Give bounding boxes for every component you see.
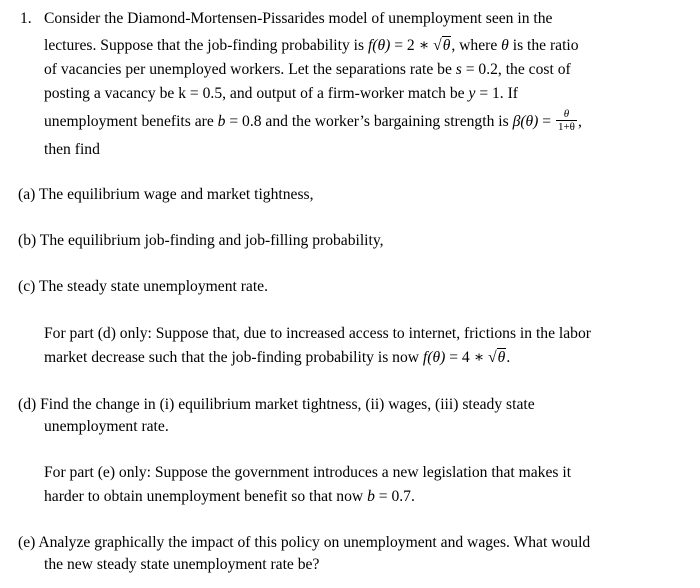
text: . (506, 349, 511, 366)
question-line-4 (44, 82, 518, 105)
part-e-line-1: (e) Analyze graphically the impact of this policy on unemployment and wages. What would (18, 534, 591, 551)
part-e-note-line-2 (44, 485, 415, 508)
text: market decrease such that the job-finding probability is now (44, 349, 423, 366)
math-s: s (455, 61, 462, 78)
math-theta: θ (442, 37, 451, 54)
text: posting a vacancy be k = 0.5, and output of a firm-worker match be (44, 85, 469, 102)
question-number: 1. (20, 10, 32, 27)
part-d-line-1: (d) Find the change in (i) equilibrium market tightness, (ii) wages, (iii) steady state (18, 396, 535, 413)
fraction-theta-over-one-plus-theta (556, 108, 577, 133)
text: = (538, 113, 555, 131)
part-b: (b) The equilibrium job-finding and job-filling probability, (18, 232, 384, 249)
part-d-note-line-1: For part (d) only: Suppose that, due to increased access to internet, frictions in the labor (44, 325, 591, 342)
math-b: b (217, 113, 226, 131)
part-c: (c) The steady state unemployment rate. (18, 278, 268, 295)
question-line-5 (44, 110, 582, 135)
text: of vacancies per unemployed workers. Let the separations rate be (44, 61, 456, 78)
part-a: (a) The equilibrium wage and market tightness, (18, 186, 314, 203)
question-line-3 (44, 58, 571, 81)
sqrt-symbol: √ (433, 37, 442, 54)
part-e-note-line-1: For part (e) only: Suppose the government introduces a new legislation that makes it (44, 464, 572, 481)
math-beta-theta: β(θ) (512, 113, 539, 131)
math-theta: θ (501, 37, 509, 54)
text: is the ratio (508, 37, 579, 54)
text: = 0.8 and the worker’s bargaining strength is (225, 113, 513, 131)
text: = 1. If (475, 85, 518, 102)
sqrt-theta (433, 34, 451, 57)
part-d-line-2: unemployment rate. (44, 418, 169, 435)
part-d-note-line-2 (44, 346, 510, 369)
text: unemployment benefits are (44, 113, 218, 131)
question-line-1: Consider the Diamond-Mortensen-Pissarides model of unemployment seen in the (44, 10, 553, 27)
text: harder to obtain unemployment benefit so that now (44, 488, 368, 505)
question-line-6: then find (44, 141, 100, 158)
fraction-numerator: θ (556, 108, 577, 121)
sqrt-theta (488, 346, 506, 369)
sqrt-symbol: √ (488, 349, 497, 366)
text: = 4 ∗ (445, 349, 489, 366)
math-f-theta: f(θ) (422, 349, 446, 366)
text: lectures. Suppose that the job-finding probability is (44, 37, 368, 54)
text: , (577, 113, 582, 131)
math-b: b (367, 488, 375, 505)
text: , where (451, 37, 502, 54)
fraction-denominator: 1+θ (557, 121, 575, 133)
math-theta: θ (497, 349, 506, 366)
text: = 0.2, the cost of (461, 61, 571, 78)
math-y: y (468, 85, 476, 102)
math-f-theta: f(θ) (367, 37, 391, 54)
text: = 0.7. (374, 488, 415, 505)
text: = 2 ∗ (390, 37, 434, 54)
question-line-2 (44, 34, 579, 57)
part-e-line-2: the new steady state unemployment rate be? (44, 556, 320, 573)
